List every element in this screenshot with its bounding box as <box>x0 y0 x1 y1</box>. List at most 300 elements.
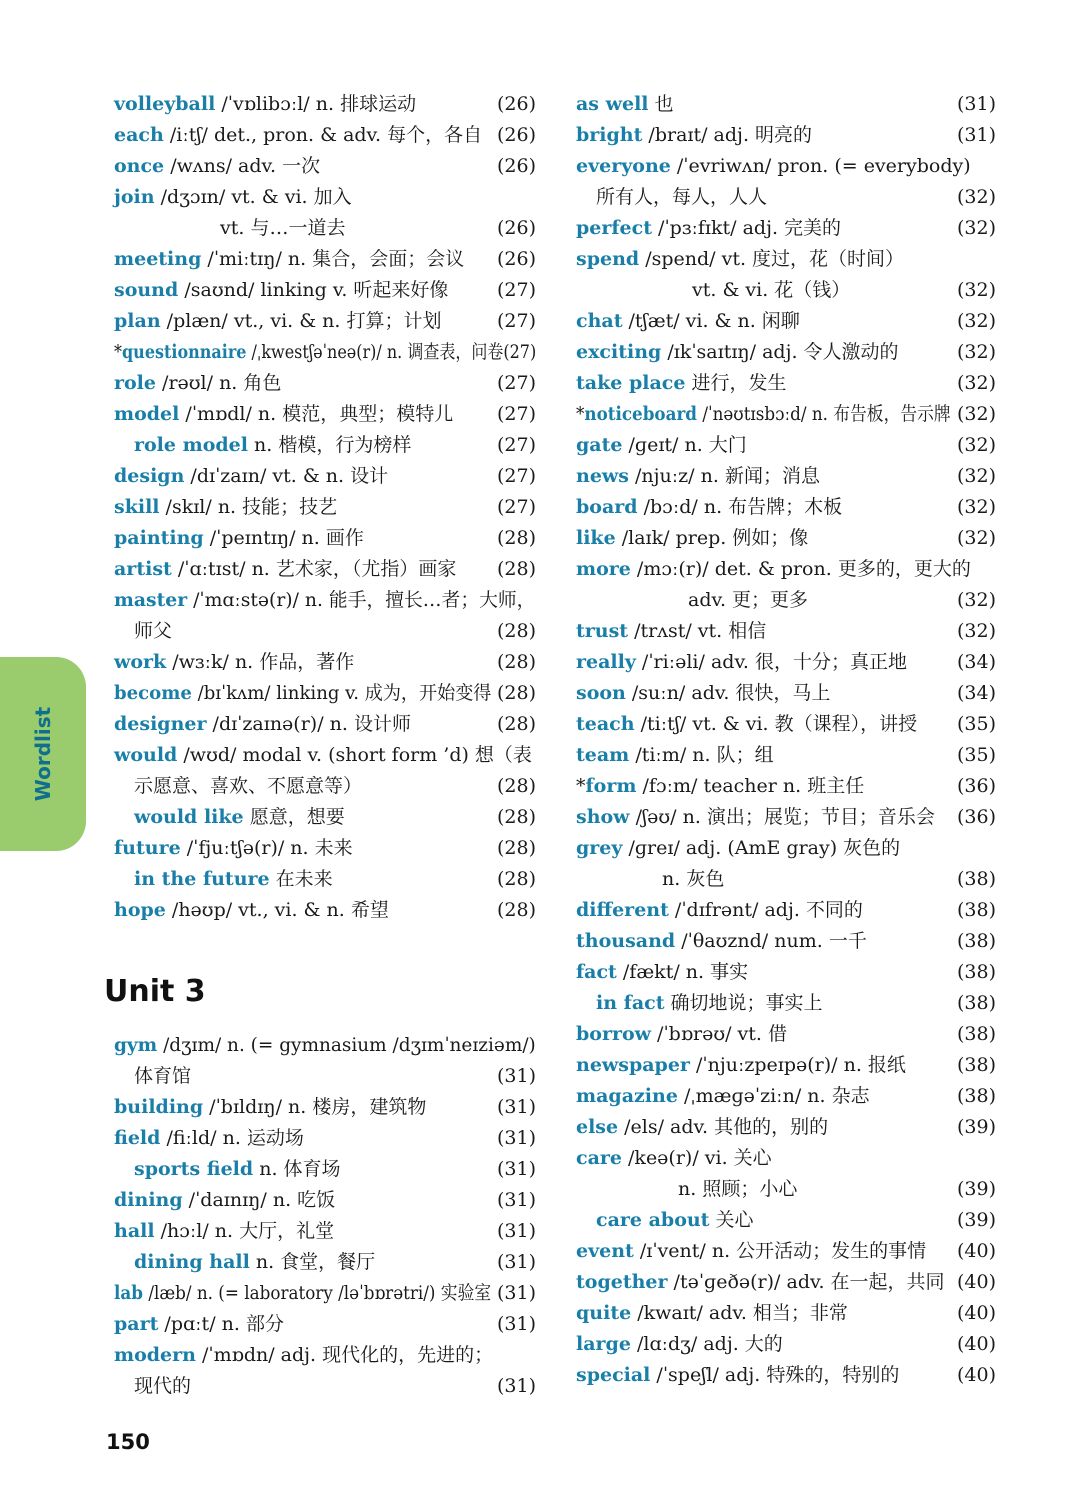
entry-page-ref: (38) <box>956 1054 996 1076</box>
entry-page-ref: (27) <box>496 372 536 394</box>
entry-text <box>576 895 863 926</box>
entry-definition: 示愿意、喜欢、不愿意等） <box>134 775 363 797</box>
entry-definition: /ʃəʊ/ n. 演出；展览；节目；音乐会 <box>629 806 935 828</box>
entry-headword: model <box>114 403 180 425</box>
entry-text <box>576 306 800 337</box>
entry-text <box>576 678 830 709</box>
entry-text <box>576 492 842 523</box>
entry-page-ref: (31) <box>496 1375 536 1397</box>
entry-text <box>576 89 674 120</box>
entry-text <box>134 1247 375 1278</box>
entry-text <box>576 337 899 368</box>
entry-text <box>114 151 320 182</box>
wordlist-entry <box>104 771 536 802</box>
entry-page-ref: (26) <box>496 93 536 115</box>
entry-text <box>692 275 850 306</box>
entry-definition: /wɜːk/ n. 作品，著作 <box>166 651 355 673</box>
entry-headword: different <box>576 899 669 921</box>
entry-definition: n. 灰色 <box>662 868 725 890</box>
entry-headword: borrow <box>576 1023 652 1045</box>
entry-definition: /tiːm/ n. 队；组 <box>629 744 774 766</box>
entry-headword: special <box>576 1364 651 1386</box>
entry-text <box>114 337 536 368</box>
new-word-star: * <box>576 775 586 797</box>
entry-headword: bright <box>576 124 643 146</box>
entry-headword: board <box>576 496 638 518</box>
entry-page-ref: (26) <box>496 248 536 270</box>
wordlist-entry <box>566 678 996 709</box>
wordlist-entry <box>566 833 996 864</box>
entry-page-ref: (27) <box>496 434 536 456</box>
entry-headword: role <box>114 372 156 394</box>
entry-definition: /saʊnd/ linking v. 听起来好像 <box>178 279 449 301</box>
wordlist-entry <box>566 89 996 120</box>
entry-page-ref: (40) <box>956 1271 996 1293</box>
entry-definition: /ˈmɒdl/ n. 模范，典型；模特儿 <box>179 403 454 425</box>
wordlist-entry <box>566 337 996 368</box>
entry-headword: sports field <box>134 1158 254 1180</box>
entry-text <box>576 554 971 585</box>
entry-headword: in the future <box>134 868 270 890</box>
entry-headword: everyone <box>576 155 671 177</box>
wordlist-entry <box>104 213 536 244</box>
entry-headword: each <box>114 124 164 146</box>
entry-headword: gate <box>576 434 623 456</box>
entry-definition: 所有人，每人，人人 <box>596 186 768 208</box>
entry-definition: /ˈdɪfrənt/ adj. 不同的 <box>668 899 863 921</box>
wordlist-entry <box>104 151 536 182</box>
wordlist-entry <box>566 1174 996 1205</box>
entry-page-ref: (39) <box>956 1116 996 1138</box>
entry-text <box>596 988 823 1019</box>
entry-headword: exciting <box>576 341 662 363</box>
entry-page-ref: (31) <box>496 1065 536 1087</box>
page-number: 150 <box>106 1430 150 1454</box>
entry-definition: /braɪt/ adj. 明亮的 <box>642 124 813 146</box>
entry-text <box>114 647 354 678</box>
wordlist-entry <box>566 213 996 244</box>
entry-headword: gym <box>114 1034 158 1056</box>
wordlist-entry <box>104 678 536 709</box>
entry-headword: really <box>576 651 636 673</box>
entry-definition: /wʌns/ adv. 一次 <box>164 155 321 177</box>
entry-headword: trust <box>576 620 629 642</box>
entry-page-ref: (28) <box>496 558 536 580</box>
entry-text <box>576 213 841 244</box>
entry-definition: /ɡreɪ/ adj. (AmE gray) 灰色的 <box>622 837 901 859</box>
entry-definition: /ˈevriwʌn/ pron. (= everybody) <box>670 155 971 177</box>
wordlist-entry <box>566 1298 996 1329</box>
wordlist-entry <box>566 182 996 213</box>
entry-headword: thousand <box>576 930 676 952</box>
entry-definition: /mɔː(r)/ det. & pron. 更多的，更大的 <box>630 558 971 580</box>
entry-headword: building <box>114 1096 204 1118</box>
entry-page-ref: (32) <box>956 341 996 363</box>
entry-text <box>576 151 971 182</box>
wordlist-entry <box>104 740 536 771</box>
right-column <box>566 0 996 1505</box>
entry-definition: 师父 <box>134 620 173 642</box>
entry-definition: /suːn/ adv. 很快，马上 <box>625 682 831 704</box>
entry-text <box>576 1267 945 1298</box>
entry-text <box>114 523 364 554</box>
entry-text <box>114 306 442 337</box>
entry-page-ref: (31) <box>496 1096 536 1118</box>
entry-text <box>114 244 464 275</box>
wordlist-entry <box>104 399 536 430</box>
entry-text <box>114 833 353 864</box>
entry-headword: soon <box>576 682 626 704</box>
entry-definition: /dɪˈzaɪnə(r)/ n. 设计师 <box>206 713 411 735</box>
wordlist-entry <box>566 1143 996 1174</box>
entry-text <box>688 585 808 616</box>
entry-text <box>576 709 917 740</box>
side-tab-label: Wordlist <box>31 706 55 802</box>
entry-definition: /ˈfjuːtʃə(r)/ n. 未来 <box>180 837 353 859</box>
entry-page-ref: (38) <box>956 1085 996 1107</box>
entry-headword: like <box>576 527 616 549</box>
entry-text <box>576 833 900 864</box>
entry-page-ref: (28) <box>496 806 536 828</box>
entry-text <box>576 430 747 461</box>
entry-text <box>576 120 812 151</box>
wordlist-entry <box>566 864 996 895</box>
entry-text <box>114 492 337 523</box>
entry-definition: adv. 更；更多 <box>688 589 809 611</box>
wordlist-entry <box>104 585 536 616</box>
entry-definition: 关心 <box>709 1209 754 1231</box>
entry-headword: field <box>114 1127 161 1149</box>
wordlist-entry <box>566 554 996 585</box>
entry-definition: /bɔːd/ n. 布告牌；木板 <box>637 496 843 518</box>
entry-page-ref: (32) <box>956 620 996 642</box>
entry-text <box>114 1216 334 1247</box>
entry-page-ref: (32) <box>956 217 996 239</box>
entry-definition: /tʃæt/ vi. & n. 闲聊 <box>622 310 800 332</box>
wordlist-entry <box>104 1309 536 1340</box>
entry-text <box>114 1278 491 1309</box>
entry-page-ref: (28) <box>496 651 536 673</box>
entry-text <box>576 461 820 492</box>
entry-page-ref: (38) <box>956 930 996 952</box>
entry-text <box>114 740 532 771</box>
entry-headword: once <box>114 155 165 177</box>
entry-headword: designer <box>114 713 207 735</box>
wordlist-entry <box>566 709 996 740</box>
wordlist-entry <box>104 244 536 275</box>
wordlist-entry <box>566 740 996 771</box>
wordlist-entry <box>566 275 996 306</box>
entry-definition: /spend/ vt. 度过，花（时间） <box>639 248 905 270</box>
wordlist-entry <box>566 461 996 492</box>
entry-headword: skill <box>114 496 160 518</box>
entry-text <box>114 1309 284 1340</box>
entry-text <box>114 399 453 430</box>
wordlist-entry <box>566 523 996 554</box>
entry-headword: fact <box>576 961 617 983</box>
wordlist-entry <box>566 1112 996 1143</box>
entry-headword: else <box>576 1116 619 1138</box>
entry-headword: show <box>576 806 630 828</box>
entry-definition: /lɑːdʒ/ adj. 大的 <box>630 1333 783 1355</box>
entry-page-ref: (31) <box>496 1189 536 1211</box>
entry-definition: /pɑːt/ n. 部分 <box>158 1313 284 1335</box>
entry-definition: 现代的 <box>134 1375 192 1397</box>
entry-headword: care <box>576 1147 622 1169</box>
entry-definition: /ˈɑːtɪst/ n. 艺术家，（尤指）画家 <box>171 558 457 580</box>
entry-definition: /njuːz/ n. 新闻；消息 <box>628 465 820 487</box>
entry-headword: dining <box>114 1189 183 1211</box>
entry-headword: master <box>114 589 188 611</box>
entry-page-ref: (34) <box>956 682 996 704</box>
entry-page-ref: (32) <box>956 527 996 549</box>
entry-text <box>678 1174 797 1205</box>
entry-headword: painting <box>114 527 204 549</box>
entry-definition: vt. & vi. 花（钱） <box>692 279 851 301</box>
entry-page-ref: (28) <box>496 775 536 797</box>
wordlist-entry <box>104 1061 536 1092</box>
entry-headword: hope <box>114 899 166 921</box>
entry-text <box>114 1185 335 1216</box>
entry-definition: /ˈnjuːzpeɪpə(r)/ n. 报纸 <box>689 1054 906 1076</box>
entry-text <box>576 957 748 988</box>
entry-page-ref: (35) <box>956 744 996 766</box>
entry-headword: role model <box>134 434 248 456</box>
entry-definition: /ˈnəʊtɪsbɔːd/ n. 布告板，告示牌 <box>697 403 951 425</box>
entry-text <box>576 1050 906 1081</box>
entry-headword: would <box>114 744 178 766</box>
wordlist-entry <box>104 368 536 399</box>
entry-definition: /ˌmæɡəˈziːn/ n. 杂志 <box>677 1085 870 1107</box>
entry-definition: /ˈθaʊznd/ num. 一千 <box>675 930 867 952</box>
entry-headword: newspaper <box>576 1054 690 1076</box>
entry-definition: /ɡeɪt/ n. 大门 <box>622 434 747 456</box>
wordlist-entry <box>566 368 996 399</box>
entry-page-ref: (32) <box>956 372 996 394</box>
entry-headword: team <box>576 744 630 766</box>
entry-text <box>576 1019 787 1050</box>
entry-definition: /fækt/ n. 事实 <box>616 961 749 983</box>
wordlist-entry <box>104 337 536 368</box>
entry-definition: /els/ adv. 其他的，别的 <box>618 1116 829 1138</box>
entry-text <box>576 1236 926 1267</box>
entry-definition: /dɪˈzaɪn/ vt. & n. 设计 <box>184 465 389 487</box>
entry-headword: volleyball <box>114 93 216 115</box>
entry-headword: would like <box>134 806 244 828</box>
wordlist-entry <box>566 1050 996 1081</box>
entry-definition: /ˌkwestʃəˈneə(r)/ n. 调查表，问卷(27) <box>246 341 537 363</box>
entry-text <box>662 864 724 895</box>
entry-headword: hall <box>114 1220 155 1242</box>
entry-page-ref: (38) <box>956 1023 996 1045</box>
entry-text <box>114 1092 426 1123</box>
wordlist-entry <box>104 1340 536 1371</box>
entry-page-ref: (28) <box>496 837 536 859</box>
wordlist-entry <box>104 89 536 120</box>
entry-headword: questionnaire <box>121 341 247 363</box>
entry-definition: 也 <box>648 93 674 115</box>
wordlist-entry <box>104 120 536 151</box>
entry-text <box>134 802 345 833</box>
entry-definition: 在未来 <box>269 868 333 890</box>
entry-text <box>596 1205 754 1236</box>
entry-definition: /ˈmɑːstə(r)/ n. 能手，擅长…者；大师， <box>187 589 536 611</box>
entry-headword: sound <box>114 279 179 301</box>
entry-page-ref: (40) <box>956 1302 996 1324</box>
wordlist-entry <box>566 430 996 461</box>
entry-page-ref: (40) <box>956 1364 996 1386</box>
left-column <box>104 0 536 1505</box>
entry-definition: /kwaɪt/ adv. 相当；非常 <box>631 1302 848 1324</box>
entry-page-ref: (39) <box>956 1178 996 1200</box>
wordlist-side-tab <box>0 657 86 851</box>
entry-definition: vt. 与…一道去 <box>220 217 346 239</box>
entry-headword: design <box>114 465 185 487</box>
entry-definition: /ˈmɒdn/ adj. 现代化的，先进的； <box>195 1344 494 1366</box>
entry-headword: lab <box>114 1282 143 1304</box>
entry-text <box>114 895 389 926</box>
entry-page-ref: (28) <box>496 682 536 704</box>
wordlist-entry <box>104 1216 536 1247</box>
entry-page-ref: (34) <box>956 651 996 673</box>
entry-page-ref: (32) <box>956 279 996 301</box>
entry-definition: /ˈbɪldɪŋ/ n. 楼房，建筑物 <box>203 1096 427 1118</box>
entry-definition: 进行，发生 <box>685 372 787 394</box>
unit-heading: Unit 3 <box>104 974 206 1009</box>
entry-text <box>114 89 416 120</box>
entry-headword: large <box>576 1333 631 1355</box>
entry-text <box>114 678 491 709</box>
entry-page-ref: (26) <box>496 155 536 177</box>
wordlist-entry <box>566 492 996 523</box>
entry-definition: /ˈdaɪnɪŋ/ n. 吃饭 <box>182 1189 336 1211</box>
entry-definition: /hɔːl/ n. 大厅，礼堂 <box>154 1220 335 1242</box>
entry-text <box>576 368 786 399</box>
wordlist-entry <box>566 616 996 647</box>
entry-page-ref: (31) <box>956 124 996 146</box>
entry-headword: quite <box>576 1302 632 1324</box>
wordlist-entry <box>104 1247 536 1278</box>
entry-text <box>576 244 904 275</box>
entry-definition: /dʒɪm/ n. (= gymnasium /dʒɪmˈneɪziəm/) <box>157 1034 536 1056</box>
entry-text <box>576 1360 899 1391</box>
entry-text <box>114 120 482 151</box>
entry-text <box>134 1061 191 1092</box>
entry-headword: in fact <box>596 992 665 1014</box>
wordlist-entry <box>566 647 996 678</box>
entry-text <box>114 461 388 492</box>
entry-definition: /wʊd/ modal v. (short form ’d) 想（表 <box>177 744 532 766</box>
entry-page-ref: (27) <box>496 403 536 425</box>
entry-headword: modern <box>114 1344 196 1366</box>
entry-headword: chat <box>576 310 623 332</box>
wordlist-entry <box>566 306 996 337</box>
wordlist-entry <box>566 1236 996 1267</box>
entry-definition: /dʒɔɪn/ vt. & vi. 加入 <box>154 186 352 208</box>
entry-definition: /ˈpɜːfɪkt/ adj. 完美的 <box>652 217 842 239</box>
wordlist-entry <box>104 275 536 306</box>
entry-definition: /rəʊl/ n. 角色 <box>156 372 282 394</box>
wordlist-entry <box>104 647 536 678</box>
entry-page-ref: (40) <box>956 1240 996 1262</box>
entry-headword: perfect <box>576 217 652 239</box>
wordlist-entry <box>104 1154 536 1185</box>
wordlist-entry <box>104 709 536 740</box>
entry-text <box>576 1143 772 1174</box>
entry-page-ref: (40) <box>956 1333 996 1355</box>
entry-definition: /ɪkˈsaɪtɪŋ/ adj. 令人激动的 <box>661 341 899 363</box>
entry-page-ref: (38) <box>956 992 996 1014</box>
wordlist-entry <box>566 399 996 430</box>
entry-headword: join <box>114 186 155 208</box>
entry-text <box>576 399 951 430</box>
wordlist-entry <box>104 430 536 461</box>
wordlist-entry <box>104 1030 536 1061</box>
wordlist-entry <box>566 895 996 926</box>
entry-definition: /tiːtʃ/ vt. & vi. 教（课程），讲授 <box>634 713 918 735</box>
entry-page-ref: (27) <box>496 465 536 487</box>
entry-definition: n. 食堂，餐厅 <box>249 1251 376 1273</box>
entry-headword: news <box>576 465 629 487</box>
entry-text <box>114 368 281 399</box>
entry-definition: 确切地说；事实上 <box>664 992 823 1014</box>
entry-definition: /keə(r)/ vi. 关心 <box>621 1147 772 1169</box>
wordlist-entry <box>104 1371 536 1402</box>
entry-page-ref: (38) <box>956 961 996 983</box>
entry-page-ref: (28) <box>496 527 536 549</box>
entry-headword: dining hall <box>134 1251 250 1273</box>
wordlist-entry <box>566 926 996 957</box>
entry-text <box>134 1371 191 1402</box>
entry-definition: /təˈɡeðə(r)/ adv. 在一起，共同 <box>667 1271 945 1293</box>
entry-headword: part <box>114 1313 159 1335</box>
wordlist-entry <box>566 988 996 1019</box>
entry-text <box>576 1298 848 1329</box>
entry-text <box>114 585 535 616</box>
entry-page-ref: (26) <box>496 124 536 146</box>
entry-text <box>134 430 411 461</box>
entry-page-ref: (26) <box>496 217 536 239</box>
wordlist-entry <box>566 585 996 616</box>
entry-text <box>114 1123 304 1154</box>
entry-page-ref: (32) <box>956 589 996 611</box>
entry-page-ref: (38) <box>956 868 996 890</box>
entry-definition: /ˈvɒlibɔːl/ n. 排球运动 <box>215 93 417 115</box>
wordlist-entry <box>566 244 996 275</box>
entry-text <box>134 616 172 647</box>
entry-headword: future <box>114 837 181 859</box>
entry-page-ref: (32) <box>956 496 996 518</box>
wordlist-entry <box>566 1205 996 1236</box>
wordlist-entry <box>104 1185 536 1216</box>
entry-definition: /iːtʃ/ det., pron. & adv. 每个，各自 <box>163 124 483 146</box>
entry-text <box>114 1340 493 1371</box>
entry-text <box>220 213 345 244</box>
entry-page-ref: (32) <box>956 403 996 425</box>
entry-page-ref: (32) <box>956 186 996 208</box>
entry-page-ref: (27) <box>496 496 536 518</box>
entry-headword: event <box>576 1240 634 1262</box>
entry-definition: /skɪl/ n. 技能；技艺 <box>159 496 338 518</box>
entry-page-ref: (31) <box>496 1220 536 1242</box>
entry-text <box>576 1112 828 1143</box>
entry-text <box>576 647 907 678</box>
wordlist-entry <box>104 802 536 833</box>
entry-text <box>134 1154 341 1185</box>
entry-headword: become <box>114 682 192 704</box>
entry-text <box>114 1030 536 1061</box>
entry-page-ref: (31) <box>496 1282 536 1304</box>
